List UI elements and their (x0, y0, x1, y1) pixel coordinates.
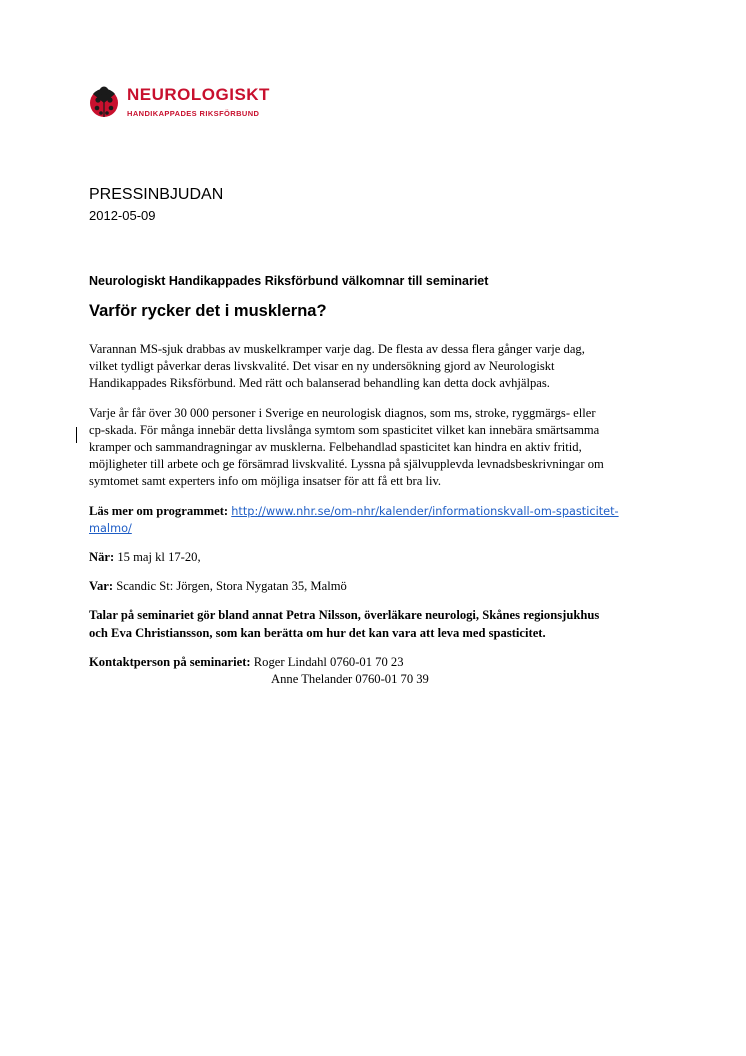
paragraph-1 (89, 341, 669, 393)
text-line: kramper och sammandragningar av musklerna. Felbehandlad spasticitet kan hindra en aktiv fritid, (89, 440, 582, 455)
headline: Varför rycker det i musklerna? (89, 302, 327, 320)
logo-name: NEUROLOGISKT (127, 85, 270, 104)
intro-line: Neurologiskt Handikappades Riksförbund välkomnar till seminariet (89, 274, 489, 288)
when-line (89, 549, 669, 566)
text-line: Varannan MS-sjuk drabbas av muskelkramper varje dag. De flesta av dessa flera gånger varje dag, (89, 342, 585, 356)
text-line: symtomet samt experters info om möjliga insatser för att få ett bra liv. (89, 474, 442, 489)
text-line: Varje år får över 30 000 personer i Sverige en neurologisk diagnos, som ms, stroke, ryggmärgs- eller (89, 405, 596, 420)
program-link-continued[interactable]: malmo/ (89, 521, 132, 535)
contact-label: Kontaktperson på seminariet: (89, 654, 251, 669)
when-value: 15 maj kl 17-20, (117, 550, 201, 565)
contact-person-1: Roger Lindahl 0760-01 70 23 (253, 654, 404, 669)
text-line: och Eva Christiansson, som kan berätta om hur det kan vara att leva med spasticitet. (89, 625, 546, 640)
where-line (89, 578, 669, 595)
text-line: möjligheter till arbete och ge försämrad livskvalité. Lyssna på självupplevda levnadsbeskrivningar om (89, 457, 604, 472)
document-date: 2012-05-09 (89, 208, 156, 223)
paragraph-2 (89, 405, 669, 491)
ladybug-icon (88, 86, 120, 118)
document-body (89, 341, 669, 700)
contact-block (89, 654, 669, 688)
logo-subtitle: HANDIKAPPADES RIKSFÖRBUND (127, 109, 260, 118)
organization-logo (88, 86, 328, 126)
where-value: Scandic St: Jörgen, Stora Nygatan 35, Malmö (116, 579, 347, 594)
when-label: När: (89, 550, 115, 565)
contact-person-2: Anne Thelander 0760-01 70 39 (271, 672, 429, 687)
speakers-paragraph (89, 607, 669, 641)
read-more-label: Läs mer om programmet: (89, 503, 229, 518)
revision-mark (76, 427, 77, 443)
text-line: vilket tydligt påverkar deras livskvalité. Det visar en ny undersökning gjord av Neurologiskt (89, 359, 555, 374)
where-label: Var: (89, 579, 114, 594)
text-line: Handikappades Riksförbund. Med rätt och balanserad behandling kan detta dock avhjälpas. (89, 376, 550, 391)
document-type: PRESSINBJUDAN (89, 186, 224, 203)
text-line: Talar på seminariet gör bland annat Petra Nilsson, överläkare neurologi, Skånes regionsjukhus (89, 608, 600, 623)
read-more (89, 503, 669, 537)
text-line: cp-skada. För många innebär detta livslånga symtom som spasticitet vilket kan innebära smärtsamma (89, 422, 600, 437)
program-link[interactable]: http://www.nhr.se/om-nhr/kalender/informationskvall-om-spasticitet- (231, 504, 619, 518)
